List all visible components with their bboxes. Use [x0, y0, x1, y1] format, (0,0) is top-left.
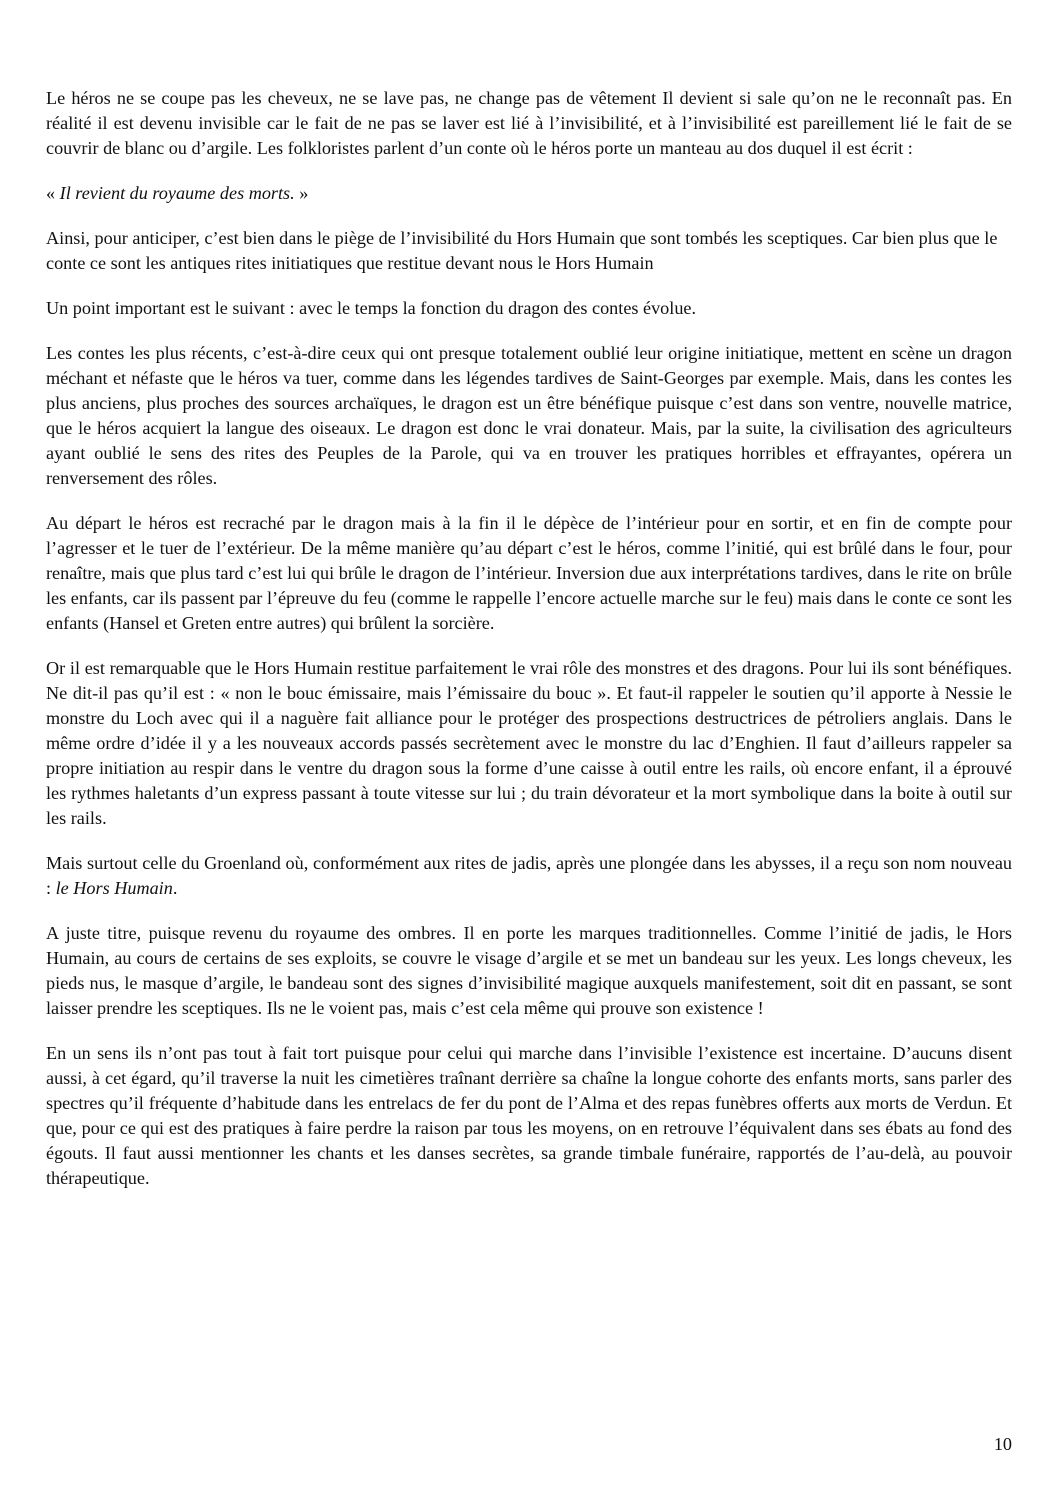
quote-text: Il revient du royaume des morts. [59, 183, 295, 203]
paragraph-8-text: Mais surtout celle du Groenland où, conformément aux rites de jadis, après une plongée dans les abysses, il a reçu son nom nouveau : [46, 853, 1012, 898]
paragraph-5: Les contes les plus récents, c’est-à-dire ceux qui ont presque totalement oublié leur origine initiatique, mettent en scène un dragon méchant et néfaste que le héros va tuer, comme dans les légendes tardives de Saint-Georges par exemple. Mais, dans les contes les plus anciens, plus proches des sources archaïques, le dragon est un être bénéfique puisque c’est dans son ventre, nouvelle matrice, que le héros acquiert la langue des oiseaux. Le dragon est donc le vrai donateur. Mais, par la suite, la civilisation des agriculteurs ayant oublié le sens des rites des Peuples de la Parole, qui va en trouver les pratiques horribles et effrayantes, opérera un renversement des rôles. [46, 343, 1012, 488]
quote-paragraph [46, 181, 1012, 206]
paragraph-10: En un sens ils n’ont pas tout à fait tort puisque pour celui qui marche dans l’invisible l’existence est incertaine. D’aucuns disent aussi, à cet égard, qu’il traverse la nuit les cimetières traînant derrière sa chaîne la longue cohorte des enfants morts, sans parler des spectres qu’il fréquente d’habitude dans les entrelacs de fer du pont de l’Alma et des repas funèbres offerts aux morts de Verdun. Et que, pour ce qui est des pratiques à faire perdre la raison par tous les moyens, on en retrouve l’équivalent dans ses ébats au fond des égouts. Il faut aussi mentionner les chants et les danses secrètes, sa grande timbale funéraire, rapportés de l’au-delà, au pouvoir thérapeutique. [46, 1043, 1012, 1188]
paragraph-1: Le héros ne se coupe pas les cheveux, ne se lave pas, ne change pas de vêtement Il devient si sale qu’on ne le reconnaît pas. En réalité il est devenu invisible car le fait de ne pas se laver est lié à l’invisibilité, et à l’invisibilité est pareillement lié le fait de se couvrir de blanc ou d’argile. Les folkloristes parlent d’un conte où le héros porte un manteau au dos duquel il est écrit : [46, 88, 1012, 158]
paragraph-8-tail: . [172, 878, 178, 898]
paragraph-4: Un point important est le suivant : avec le temps la fonction du dragon des contes évolue. [46, 298, 697, 318]
paragraph-8 [46, 851, 1012, 901]
paragraph-3: Ainsi, pour anticiper, c’est bien dans le piège de l’invisibilité du Hors Humain que sont tombés les sceptiques. Car bien plus que le conte ce sont les antiques rites initiatiques que restitue devant nous le Hors Humain [46, 228, 998, 273]
document-page [46, 86, 1012, 1211]
page-number: 10 [993, 1434, 1012, 1454]
quote-close: » [294, 183, 309, 203]
quote-open: « [46, 183, 60, 203]
paragraph-7: Or il est remarquable que le Hors Humain restitue parfaitement le vrai rôle des monstres et des dragons. Pour lui ils sont bénéfiques. Ne dit-il pas qu’il est : « non le bouc émissaire, mais l’émissaire du bouc ». Et faut-il rappeler le soutien qu’il apporte à Nessie le monstre du Loch avec qui il a naguère fait alliance pour le protéger des prospections destructrices de pétroliers anglais. Dans le même ordre d’idée il y a les nouveaux accords passés secrètement avec le monstre du lac d’Enghien. Il faut d’ailleurs rappeler sa propre initiation au respir dans le ventre du dragon sous la forme d’une caisse à outil entre les rails, où encore enfant, il a éprouvé les rythmes haletants d’un express passant à toute vitesse sur lui ; du train dévorateur et la mort symbolique dans la boite à outil sur les rails. [46, 658, 1012, 828]
paragraph-6: Au départ le héros est recraché par le dragon mais à la fin il le dépèce de l’intérieur pour en sortir, et en fin de compte pour l’agresser et le tuer de l’extérieur. De la même manière qu’au départ c’est le héros, comme l’initié, qui est brûlé dans le four, pour renaître, mais que plus tard c’est lui qui brûle le dragon de l’intérieur. Inversion due aux interprétations tardives, dans le rite on brûle les enfants, car ils passent par l’épreuve du feu (comme le rappelle l’encore actuelle marche sur le feu) mais dans le conte ce sont les enfants (Hansel et Greten entre autres) qui brûlent la sorcière. [46, 513, 1012, 633]
paragraph-9: A juste titre, puisque revenu du royaume des ombres. Il en porte les marques traditionnelles. Comme l’initié de jadis, le Hors Humain, au cours de certains de ses exploits, se couvre le visage d’argile et se met un bandeau sur les yeux. Les longs cheveux, les pieds nus, le masque d’argile, le bandeau sont des signes d’invisibilité magique auxquels manifestement, soit dit en passant, se sont laisser prendre les sceptiques. Ils ne le voient pas, mais c’est cela même qui prouve son existence ! [46, 923, 1012, 1018]
paragraph-8-italic: le Hors Humain [55, 878, 173, 898]
